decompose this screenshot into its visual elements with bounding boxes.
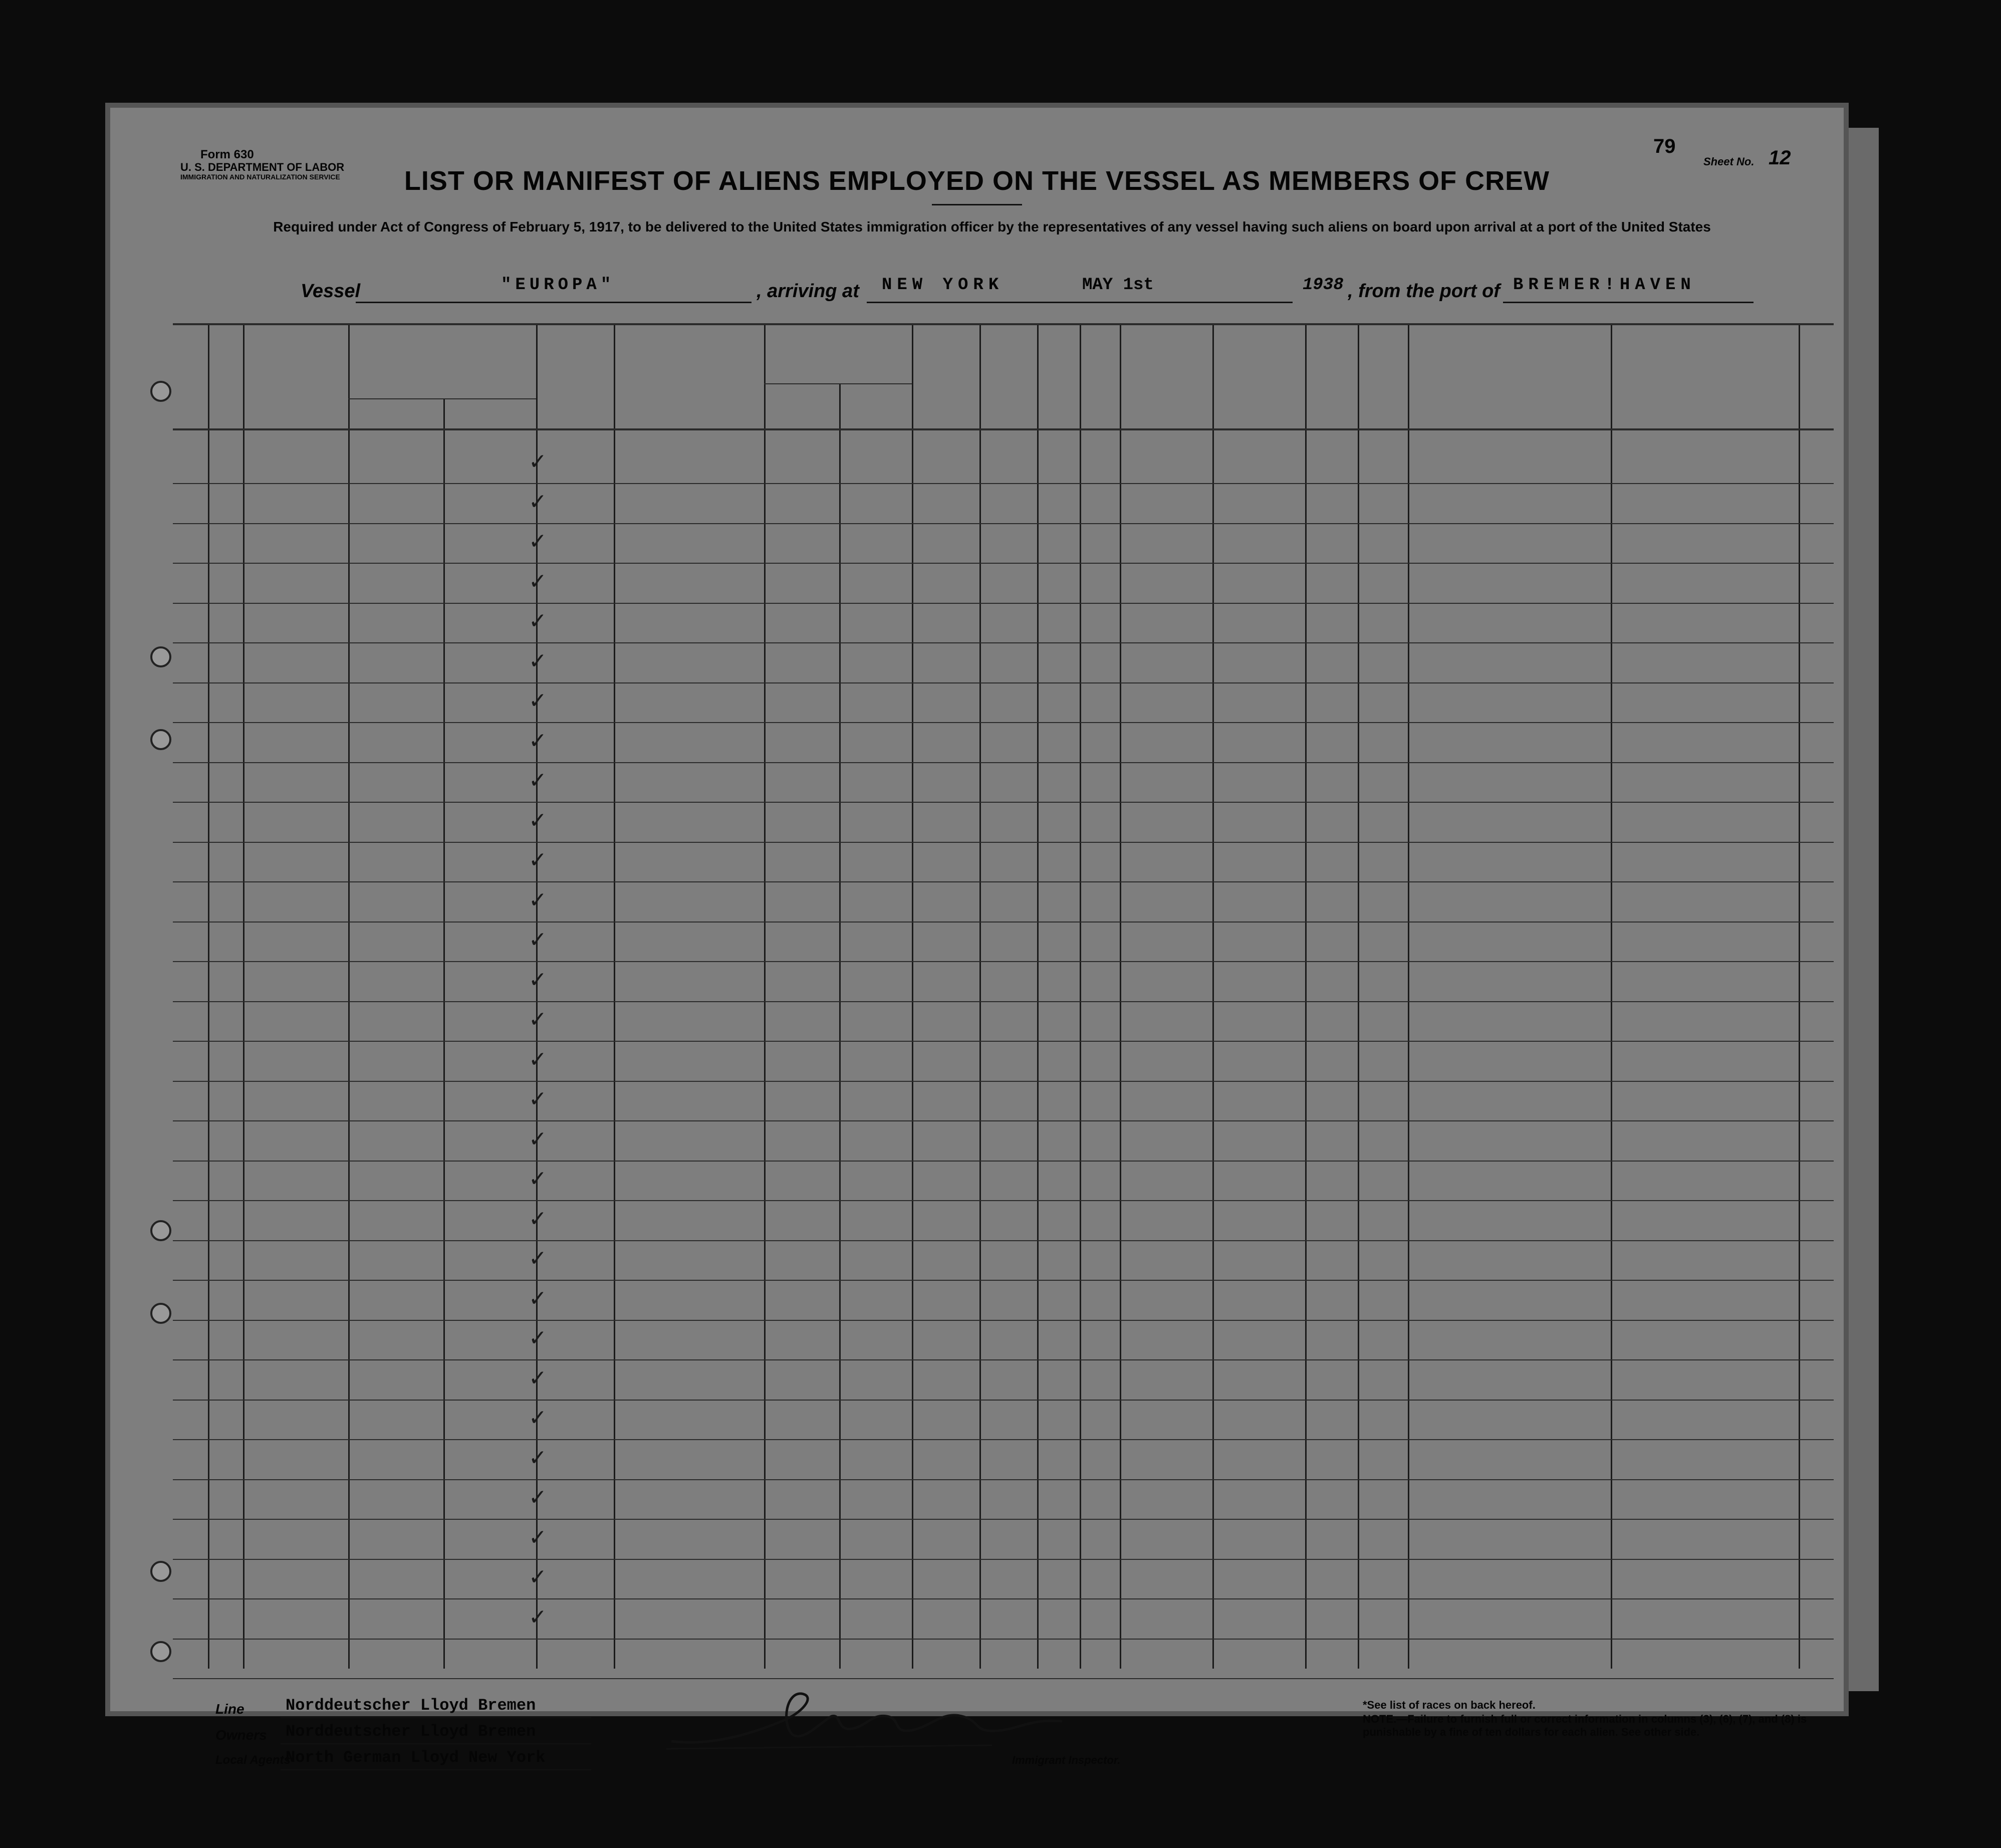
header-rule: [764, 383, 912, 384]
agents-label: Local Agents: [215, 1753, 291, 1767]
check-mark: ✓: [529, 1046, 547, 1072]
binder-hole: [150, 381, 171, 402]
binder-hole: [150, 1641, 171, 1662]
column-rule: [1358, 323, 1359, 1669]
row-rule: [173, 1519, 1834, 1520]
manifest-sheet: [110, 108, 1844, 1767]
inspector-signature: [651, 1686, 1102, 1761]
check-mark: ✓: [529, 887, 547, 913]
check-mark: ✓: [529, 449, 547, 475]
vessel-name: "EUROPA": [501, 276, 615, 295]
check-mark: ✓: [529, 1086, 547, 1112]
binder-hole: [150, 1303, 171, 1324]
binder-hole: [150, 1220, 171, 1241]
column-rule: [1212, 323, 1214, 1669]
row-rule: [173, 921, 1834, 922]
arrival-date: MAY 1st: [1082, 276, 1154, 295]
binder-hole: [150, 1561, 171, 1582]
check-mark: ✓: [529, 688, 547, 714]
signature-caption: Immigrant Inspector.: [1012, 1754, 1121, 1766]
row-rule: [173, 563, 1834, 564]
check-mark: ✓: [529, 489, 547, 515]
row-rule: [173, 523, 1834, 524]
line-label: Line: [215, 1701, 244, 1717]
row-rule: [173, 722, 1834, 723]
column-rule: [348, 323, 350, 1669]
owners-value: Norddeutscher Lloyd Bremen: [286, 1722, 536, 1741]
column-rule: [443, 398, 445, 1669]
column-rule: [912, 323, 913, 1669]
vessel-line: [301, 276, 1754, 306]
check-mark: ✓: [529, 1206, 547, 1232]
owners-label: Owners: [215, 1727, 267, 1743]
arriving-label: , arriving at: [757, 281, 859, 302]
check-mark: ✓: [529, 1524, 547, 1550]
row-rule: [173, 682, 1834, 683]
row-rule: [173, 1559, 1834, 1560]
column-rule: [764, 323, 766, 1669]
row-rule: [173, 1479, 1834, 1480]
column-rule: [1120, 323, 1121, 1669]
binder-hole: [150, 729, 171, 750]
check-mark: ✓: [529, 1604, 547, 1630]
column-rule: [208, 323, 209, 1669]
fine-note: NOTE.—Failure to furnish full or correct information in columns (3), (6), (7), and (8) is punishable by a fine of ten dollars for each alien. See other side.: [1363, 1713, 1807, 1738]
check-mark: ✓: [529, 1325, 547, 1351]
page-edge: [1849, 128, 1879, 1691]
check-mark: ✓: [529, 1365, 547, 1391]
check-mark: ✓: [529, 728, 547, 754]
page-title: LIST OR MANIFEST OF ALIENS EMPLOYED ON THE VESSEL AS MEMBERS OF CREW: [404, 166, 1550, 196]
column-rule: [839, 383, 841, 1669]
row-rule: [173, 802, 1834, 803]
row-rule: [173, 1400, 1834, 1401]
row-rule: [173, 1320, 1834, 1321]
row-rule: [173, 842, 1834, 843]
row-rule: [173, 881, 1834, 882]
row-rule: [173, 1120, 1834, 1121]
check-mark: ✓: [529, 1126, 547, 1152]
check-mark: ✓: [529, 648, 547, 674]
check-mark: ✓: [529, 1007, 547, 1032]
header-rule: [348, 398, 536, 399]
check-mark: ✓: [529, 1405, 547, 1431]
check-mark: ✓: [529, 847, 547, 873]
title-underline: [932, 204, 1022, 205]
check-mark: ✓: [529, 1564, 547, 1590]
from-port: BREMER!HAVEN: [1513, 276, 1696, 295]
check-mark: ✓: [529, 1445, 547, 1471]
from-label: , from the port of: [1348, 281, 1500, 302]
column-rule: [1611, 323, 1612, 1669]
page-number: 79: [1653, 135, 1676, 157]
column-rule: [979, 323, 981, 1669]
check-mark: ✓: [529, 1246, 547, 1271]
arrival-year: 1938: [1303, 276, 1344, 295]
row-rule: [173, 1639, 1834, 1640]
row-rule: [173, 1200, 1834, 1201]
check-mark: ✓: [529, 568, 547, 594]
sheet-number: 12: [1769, 147, 1791, 169]
check-mark: ✓: [529, 1485, 547, 1510]
service: IMMIGRATION AND NATURALIZATION SERVICE: [180, 173, 340, 181]
column-rule: [1080, 323, 1081, 1669]
check-mark: ✓: [529, 1285, 547, 1311]
column-rule: [614, 323, 615, 1669]
check-mark: ✓: [529, 608, 547, 634]
row-rule: [173, 483, 1834, 484]
row-rule: [173, 603, 1834, 604]
row-rule: [173, 1678, 1834, 1679]
line-value: Norddeutscher Lloyd Bremen: [286, 1696, 536, 1715]
column-rule: [1037, 323, 1039, 1669]
check-mark: ✓: [529, 807, 547, 833]
check-mark: ✓: [529, 1166, 547, 1192]
row-rule: [173, 1001, 1834, 1002]
arriving-port: NEW YORK: [882, 276, 1004, 295]
header-rule: [173, 323, 1834, 325]
check-mark: ✓: [529, 768, 547, 793]
column-rule: [243, 323, 244, 1669]
department: U. S. DEPARTMENT OF LABOR: [180, 161, 345, 173]
row-rule: [173, 1041, 1834, 1042]
check-mark: ✓: [529, 927, 547, 953]
column-rule: [1305, 323, 1307, 1669]
agents-value: North German Lloyd New York: [286, 1748, 546, 1767]
row-rule: [173, 1280, 1834, 1281]
row-rule: [173, 642, 1834, 643]
row-rule: [173, 1359, 1834, 1360]
race-note: *See list of races on back hereof.: [1363, 1699, 1536, 1711]
check-mark: ✓: [529, 967, 547, 993]
row-rule: [173, 1598, 1834, 1599]
binder-hole: [150, 646, 171, 667]
check-mark: ✓: [529, 529, 547, 554]
row-rule: [173, 762, 1834, 763]
row-rule: [173, 1161, 1834, 1162]
column-rule: [1408, 323, 1409, 1669]
row-rule: [173, 1240, 1834, 1241]
crew-table: [173, 323, 1834, 1669]
row-rule: [173, 1439, 1834, 1440]
form-number: Form 630: [200, 148, 254, 161]
sheet-label: Sheet No.: [1703, 155, 1755, 168]
column-rule: [1799, 323, 1800, 1669]
row-rule: [173, 961, 1834, 962]
subtitle: Required under Act of Congress of February 5, 1917, to be delivered to the United States immigration officer by the representatives of any vessel having such aliens on board upon arrival at a port of the United States: [273, 219, 1711, 235]
header-rule: [173, 428, 1834, 430]
row-rule: [173, 1081, 1834, 1082]
vessel-label: Vessel: [301, 281, 361, 302]
